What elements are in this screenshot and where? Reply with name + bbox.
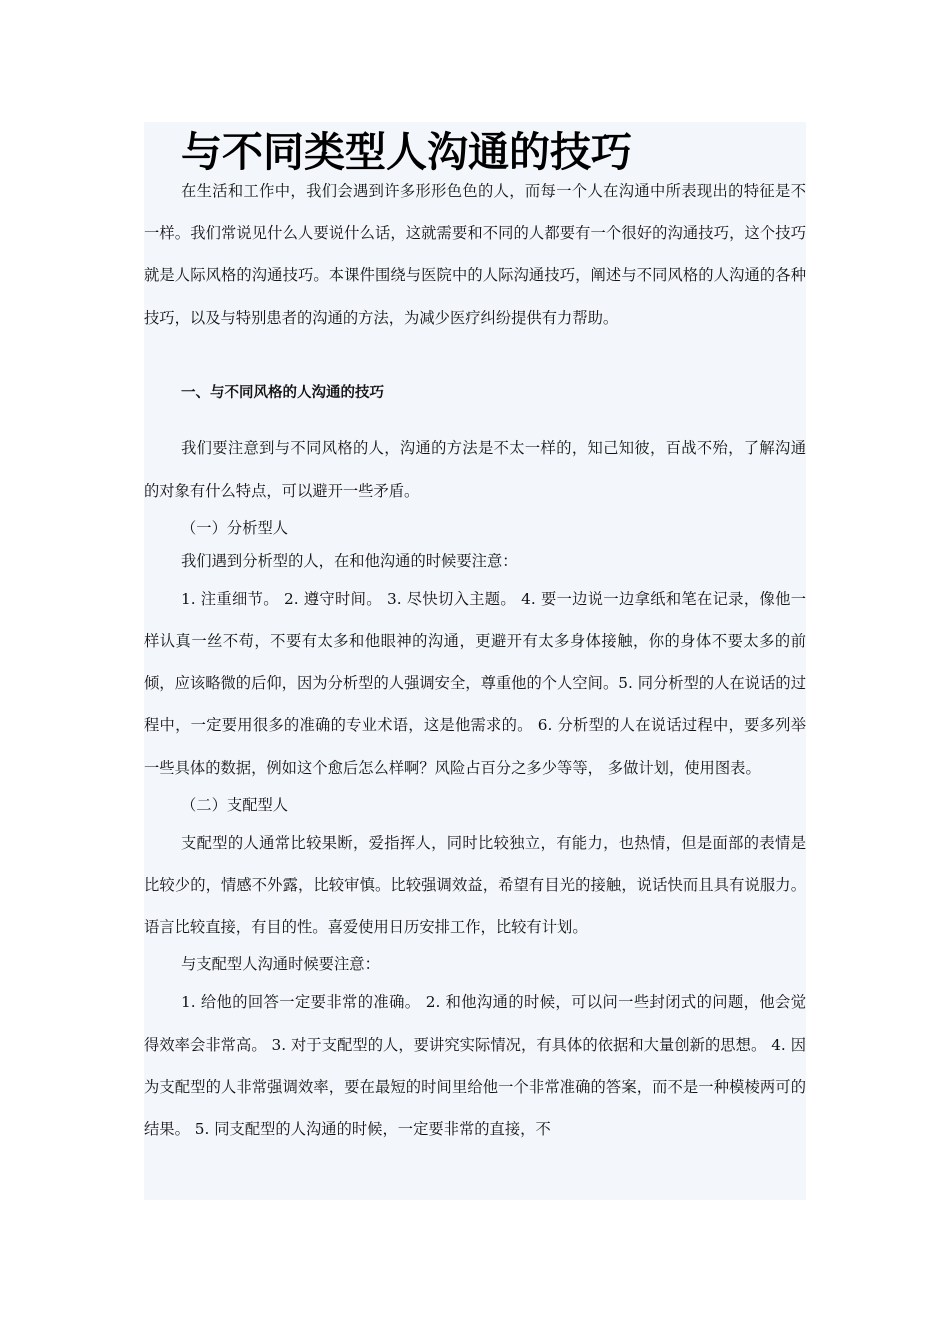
dominant-lead-paragraph: 与支配型人沟通时候要注意：: [181, 955, 380, 974]
dominant-points-paragraph: 1. 给他的回答一定要非常的准确。 2. 和他沟通的时候，可以问一些封闭式的问题，他会觉得效率会非常高。 3. 对于支配型的人，要讲究实际情况，有具体的依据和大量创新的思想。 4. 因为支配型的人非常强调效率，要在最短的时间里给他一个非常准确的答案，而不是一种模棱两可的结果。 5. 同支配型的人沟通的时候，一定要非常的直接，不: [144, 993, 806, 1138]
subsection-heading-analytical: （一）分析型人: [181, 518, 289, 537]
intro-paragraph: 在生活和工作中，我们会遇到许多形形色色的人，而每一个人在沟通中所表现出的特征是不一样。我们常说见什么人要说什么话，这就需要和不同的人都要有一个很好的沟通技巧，这个技巧就是人际风格的沟通技巧。本课件围绕与医院中的人际沟通技巧，阐述与不同风格的人沟通的各种技巧，以及与特别患者的沟通的方法，为减少医疗纠纷提供有力帮助。: [144, 182, 806, 327]
section-intro-paragraph: 我们要注意到与不同风格的人，沟通的方法是不太一样的，知己知彼，百战不殆，了解沟通的对象有什么特点，可以避开一些矛盾。: [144, 439, 806, 500]
analytical-points-paragraph: 1. 注重细节。 2. 遵守时间。 3. 尽快切入主题。 4. 要一边说一边拿纸和笔在记录，像他一样认真一丝不苟，不要有太多和他眼神的沟通，更避开有太多身体接触，你的身体不要太多的前倾，应该略微的后仰，因为分析型的人强调安全，尊重他的个人空间。5. 同分析型的人在说话的过程中，一定要用很多的准确的专业术语，这是他需求的。 6. 分析型的人在说话过程中，要多列举一些具体的数据，例如这个愈后怎么样啊？风险占百分之多少等等， 多做计划，使用图表。: [144, 589, 806, 777]
subsection-heading-dominant: （二）支配型人: [181, 795, 289, 814]
section-heading: 一、与不同风格的人沟通的技巧: [181, 384, 384, 401]
dominant-description-paragraph: 支配型的人通常比较果断，爱指挥人，同时比较独立，有能力，也热情，但是面部的表情是比较少的，情感不外露，比较审慎。比较强调效益，希望有目光的接触，说话快而且具有说服力。语言比较直接，有目的性。喜爱使用日历安排工作，比较有计划。: [144, 833, 806, 937]
analytical-lead-paragraph: 我们遇到分析型的人，在和他沟通的时候要注意：: [181, 551, 518, 570]
document-page: [144, 122, 806, 1200]
document-title: 与不同类型人沟通的技巧: [181, 128, 632, 176]
